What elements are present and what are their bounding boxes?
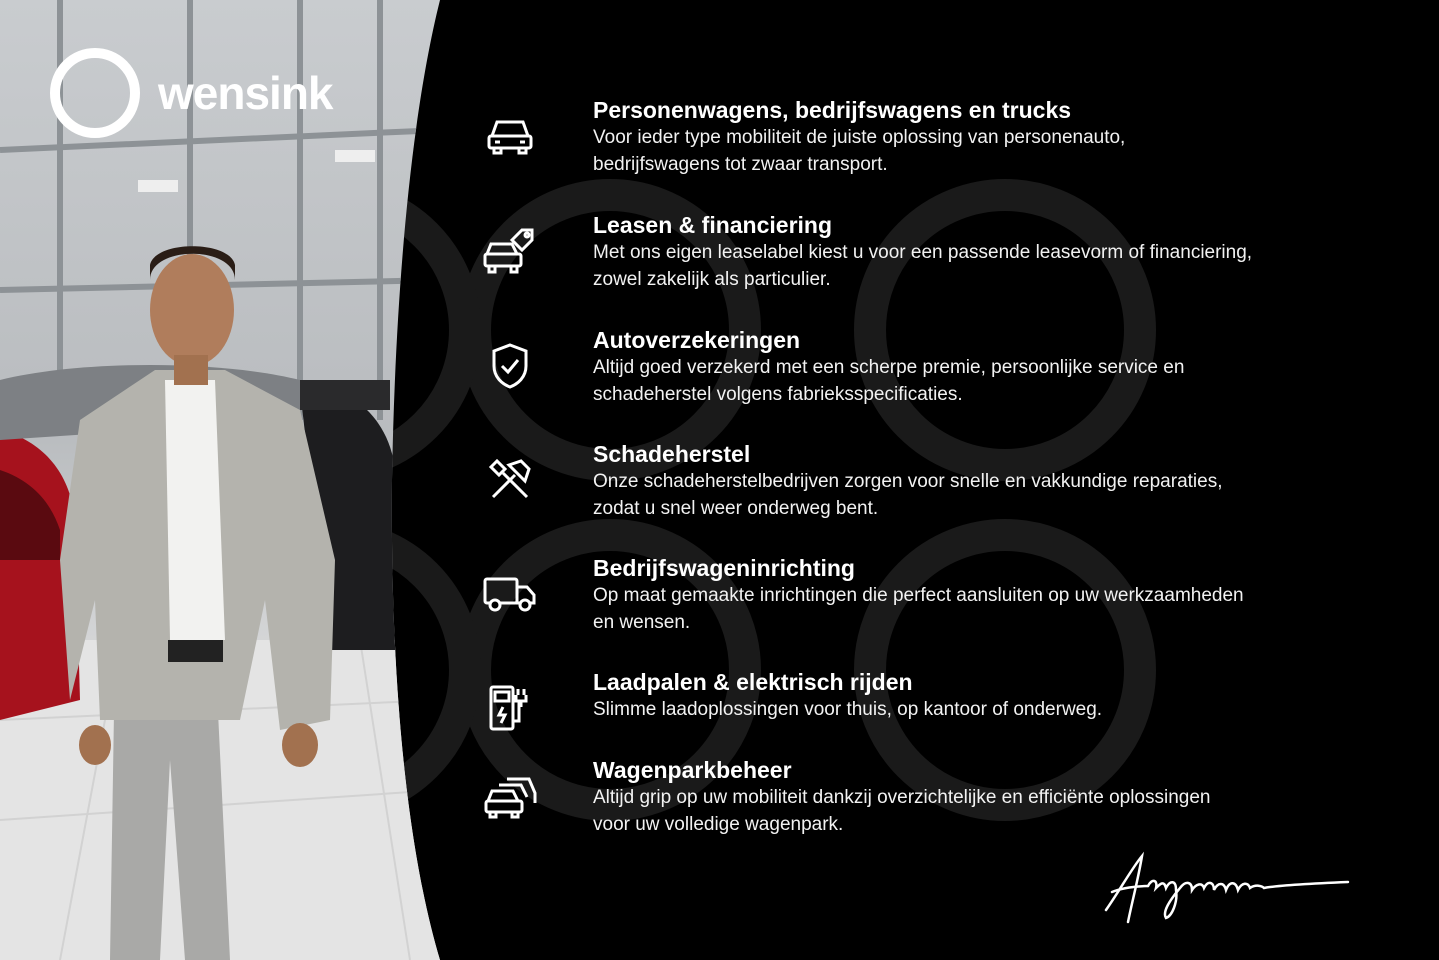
service-description-line: Met ons eigen leaselabel kiest u voor een passende leasevorm of financiering,: [593, 242, 1253, 263]
service-description-line: bedrijfswagens tot zwaar transport.: [593, 154, 888, 175]
service-description-line: Altijd goed verzekerd met een scherpe premie, persoonlijke service en: [593, 357, 1185, 378]
service-description-line: Op maat gemaakte inrichtingen die perfect aansluiten op uw werkzaamheden: [593, 585, 1244, 606]
service-item-charging: [478, 668, 1102, 740]
service-description-line: Altijd grip op uw mobiliteit dankzij overzichtelijke en efficiënte oplossingen: [593, 787, 1211, 808]
service-item-lease: [478, 211, 1252, 293]
shield-check-icon: [478, 334, 542, 398]
service-title: Schadeherstel: [593, 441, 751, 467]
charging-station-icon: [478, 676, 542, 740]
service-description-line: Onze schadeherstelbedrijven zorgen voor snelle en vakkundige reparaties,: [593, 471, 1223, 492]
service-item-insurance: [478, 326, 1184, 408]
car-price-tag-icon: [478, 219, 542, 283]
brand-name: wensink: [158, 67, 333, 119]
service-description-line: Voor ieder type mobiliteit de juiste oplossing van personenauto,: [593, 127, 1126, 148]
service-item-repair: [478, 440, 1223, 522]
service-item-fleet: [478, 756, 1210, 838]
service-item-van-fitting: [478, 554, 1244, 636]
service-title: Wagenparkbeheer: [593, 757, 792, 783]
car-fleet-icon: [478, 764, 542, 828]
service-title: Autoverzekeringen: [593, 327, 801, 353]
service-title: Personenwagens, bedrijfswagens en trucks: [593, 97, 1072, 123]
service-description-line: voor uw volledige wagenpark.: [593, 814, 844, 835]
delivery-truck-icon: [478, 562, 542, 626]
service-item-vehicles: [478, 96, 1125, 178]
service-title: Leasen & financiering: [593, 212, 833, 238]
service-description-line: Slimme laadoplossingen voor thuis, op kantoor of onderweg.: [593, 699, 1103, 720]
service-title: Bedrijfswageninrichting: [593, 555, 855, 581]
hammer-wrench-icon: [478, 448, 542, 512]
car-icon: [478, 104, 542, 168]
service-title: Laadpalen & elektrisch rijden: [593, 669, 913, 695]
service-description-line: schadeherstel volgens fabrieksspecificaties.: [593, 384, 963, 405]
brand-logo[interactable]: [50, 48, 333, 138]
signature-aangenaam: [1100, 850, 1360, 930]
service-description-line: zowel zakelijk als particulier.: [593, 269, 831, 290]
service-description-line: zodat u snel weer onderweg bent.: [593, 498, 879, 519]
logo-ring-icon: [50, 48, 140, 138]
service-description-line: en wensen.: [593, 612, 691, 633]
